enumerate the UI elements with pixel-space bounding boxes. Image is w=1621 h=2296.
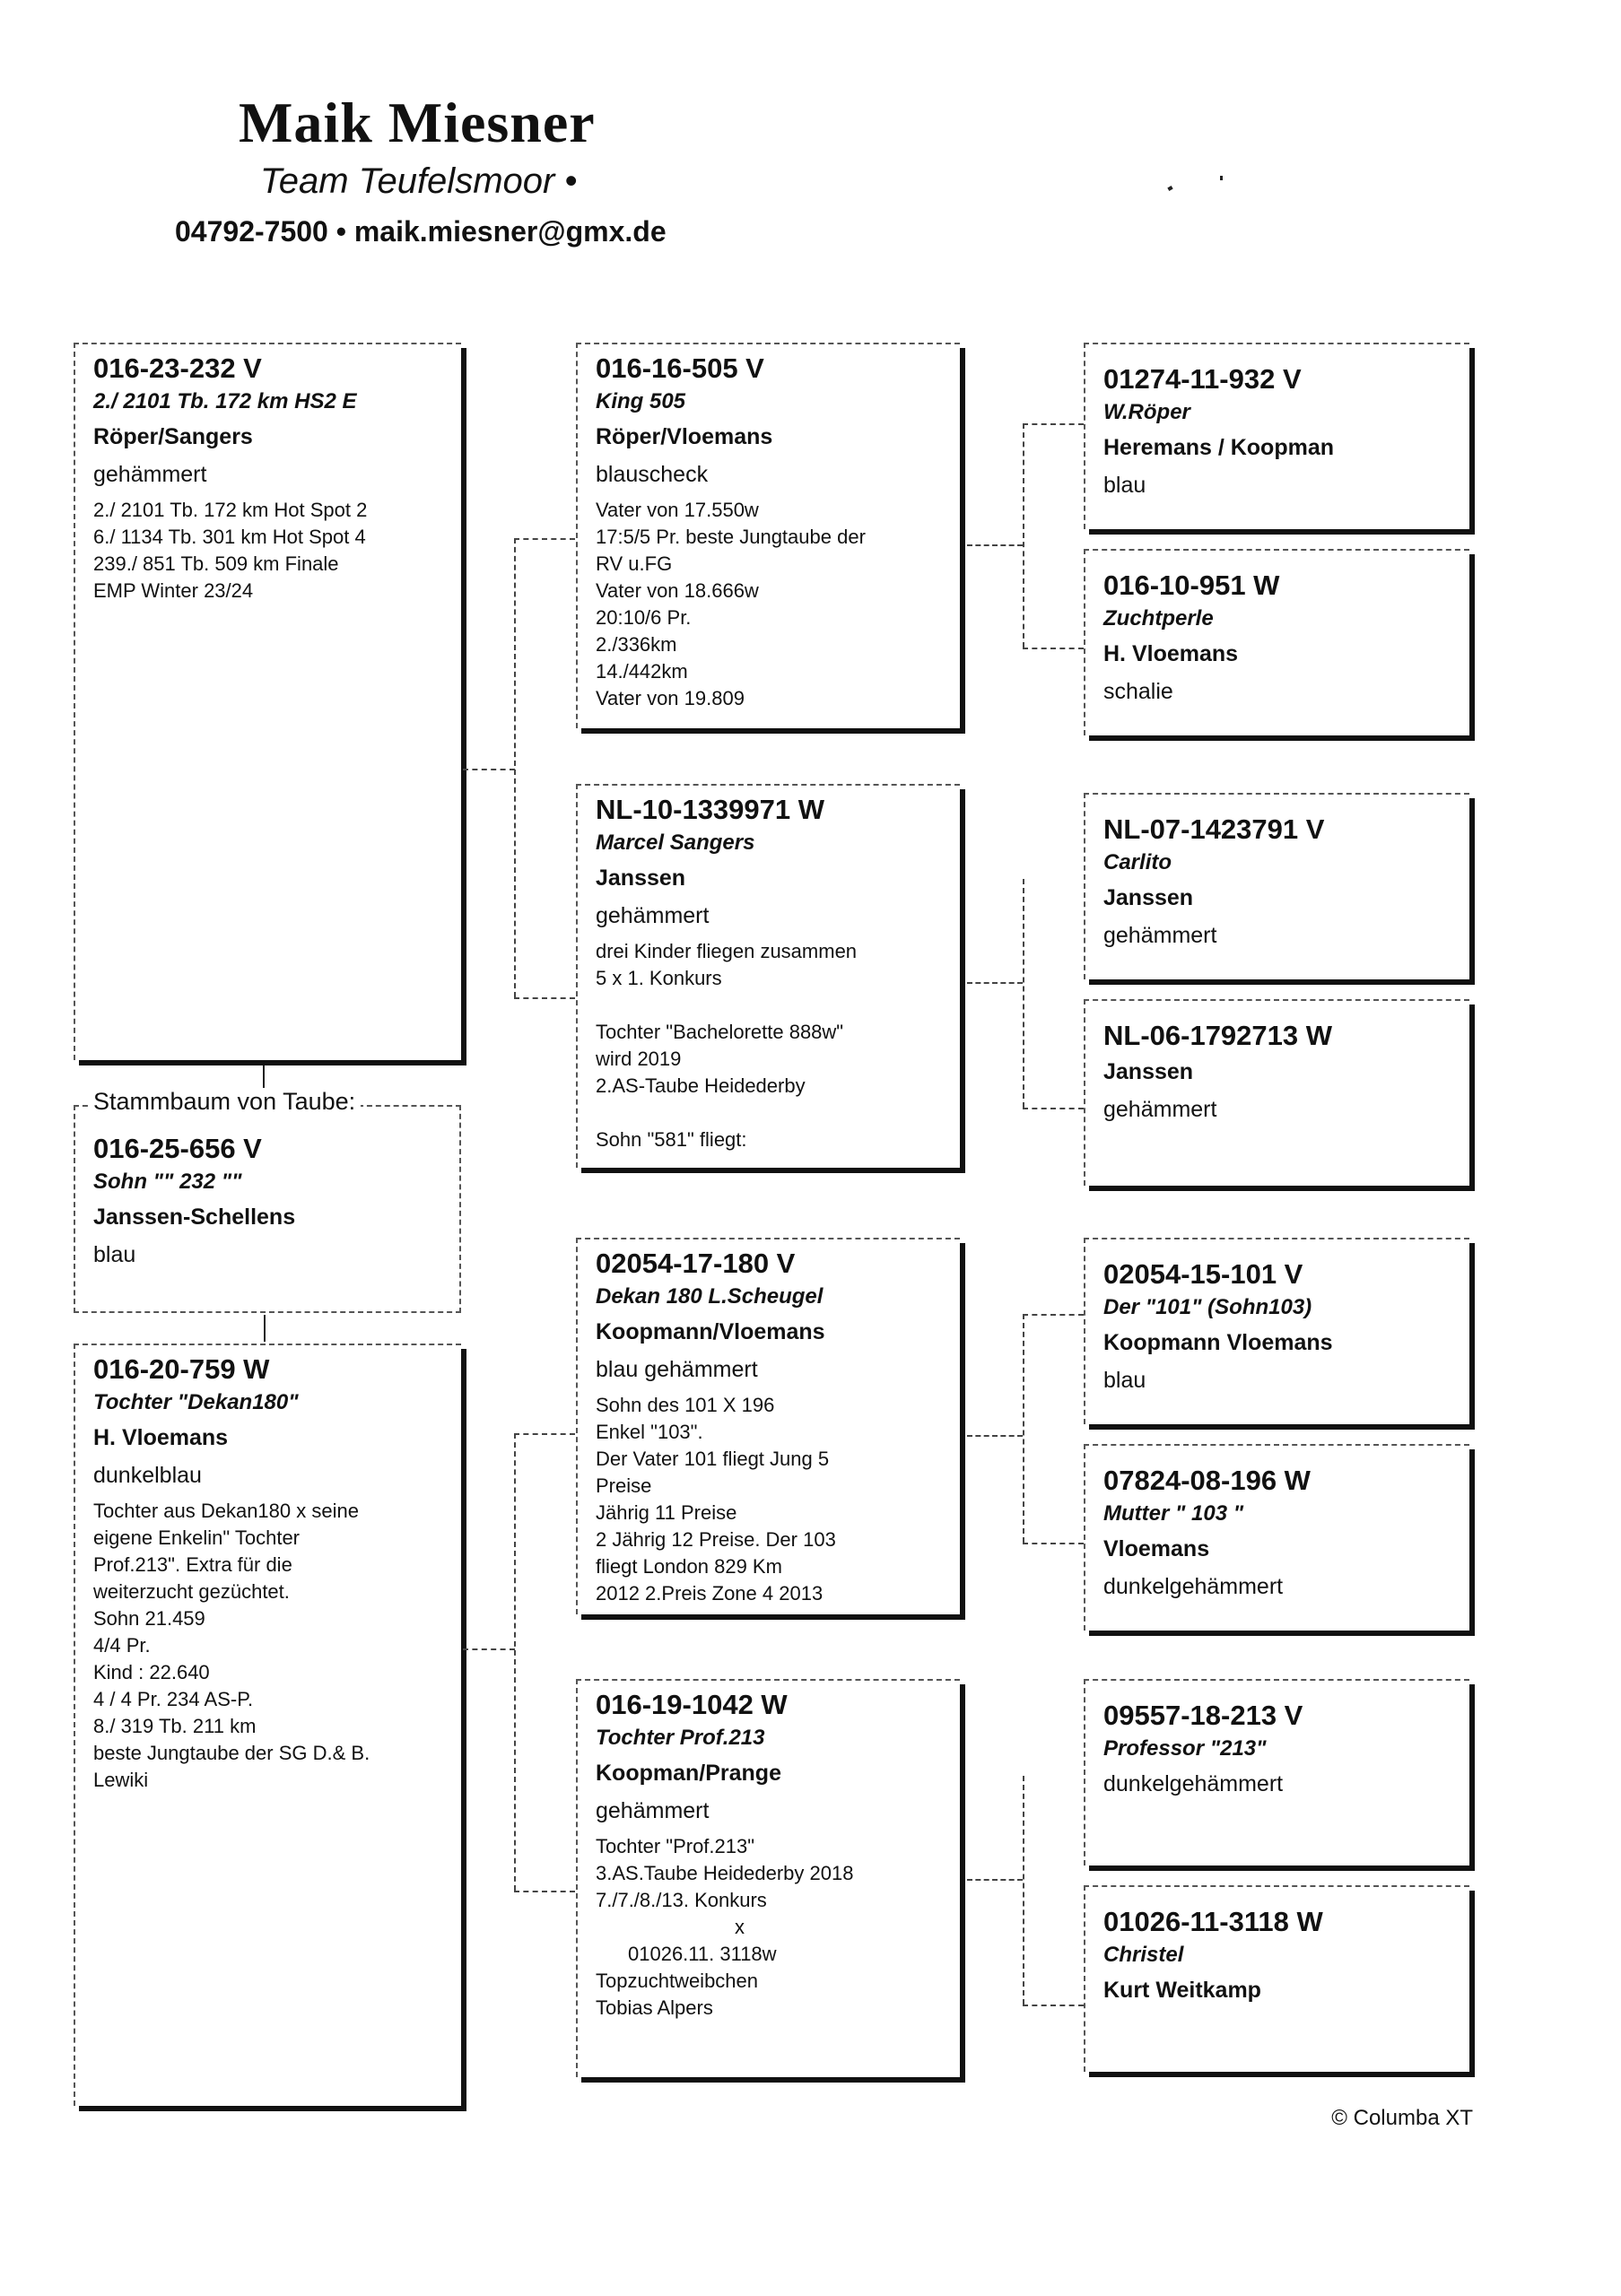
note-line: Vater von 18.666w <box>596 579 759 602</box>
connector-line <box>514 1891 575 1892</box>
note-line: Lewiki <box>93 1769 149 1791</box>
note-line: Tobias Alpers <box>596 1996 713 2019</box>
note-line: Sohn 21.459 <box>93 1607 205 1630</box>
breeder: Röper/Sangers <box>93 424 253 449</box>
breeder: Janssen <box>1103 885 1194 910</box>
scan-speck <box>1167 186 1172 191</box>
nickname: Christel <box>1103 1943 1184 1967</box>
nickname: Zuchtperle <box>1103 606 1214 631</box>
connector-line <box>1023 1314 1024 1543</box>
ring-number: 02054-15-101 V <box>1103 1258 1303 1290</box>
note-line: 2012 2.Preis Zone 4 2013 <box>596 1582 824 1605</box>
connector-line <box>1023 1108 1084 1109</box>
note-line: 2 Jährig 12 Preise. Der 103 <box>596 1528 836 1551</box>
breeder: H. Vloemans <box>93 1425 229 1450</box>
pedigree-card-great-grandparent[interactable] <box>1084 1238 1469 1424</box>
nickname: 2./ 2101 Tb. 172 km HS2 E <box>93 389 357 413</box>
note-line: Tochter "Bachelorette 888w" <box>596 1021 844 1043</box>
note-line: weiterzucht gezüchtet. <box>93 1580 290 1603</box>
breeder: Koopman/Prange <box>596 1761 781 1786</box>
note-line: Preise <box>596 1474 652 1497</box>
note-line: RV u.FG <box>596 552 673 575</box>
breeder: Koopmann/Vloemans <box>596 1319 825 1344</box>
breeder: Janssen <box>596 865 686 891</box>
note-line: 17:5/5 Pr. beste Jungtaube der <box>596 526 866 548</box>
nickname: W.Röper <box>1103 400 1190 424</box>
connector-line <box>1023 879 1024 1108</box>
pedigree-card-great-grandparent[interactable] <box>1084 793 1469 979</box>
plumage-color: dunkelblau <box>93 1463 202 1488</box>
pedigree-label: Stammbaum von Taube: <box>88 1088 361 1116</box>
plumage-color: gehämmert <box>1103 1097 1217 1122</box>
breeder-name: Maik Miesner <box>239 91 596 154</box>
ring-number: 016-25-656 V <box>93 1133 262 1164</box>
connector-line <box>1023 1314 1084 1316</box>
note-line: 7./7./8./13. Konkurs <box>596 1889 767 1911</box>
plumage-color: dunkelgehämmert <box>1103 1574 1284 1599</box>
pedigree-card-mother[interactable] <box>74 1344 461 2106</box>
ring-number: NL-06-1792713 W <box>1103 1020 1333 1051</box>
copyright-footer: © Columba XT <box>1331 2106 1473 2130</box>
note-line <box>596 1100 944 1126</box>
ring-number: 016-19-1042 W <box>596 1689 788 1720</box>
connector-line <box>263 1065 265 1091</box>
ring-number: 02054-17-180 V <box>596 1248 796 1279</box>
nickname: Professor "213" <box>1103 1736 1267 1761</box>
plumage-color: dunkelgehämmert <box>1103 1771 1284 1796</box>
pedigree-card-great-grandparent[interactable] <box>1084 343 1469 529</box>
pedigree-card-great-grandparent[interactable] <box>1084 999 1469 1186</box>
note-line: 20:10/6 Pr. <box>596 606 692 629</box>
note-line: EMP Winter 23/24 <box>93 579 254 602</box>
contact-line: 04792-7500 • maik.miesner@gmx.de <box>175 215 667 248</box>
note-line: 14./442km <box>596 660 688 683</box>
ring-number: NL-07-1423791 V <box>1103 813 1325 845</box>
note-line: wird 2019 <box>596 1048 682 1070</box>
pedigree-card-great-grandparent[interactable] <box>1084 1444 1469 1631</box>
note-line: 3.AS.Taube Heidederby 2018 <box>596 1862 854 1884</box>
plumage-color: blau gehämmert <box>596 1357 758 1382</box>
breeder: Kurt Weitkamp <box>1103 1978 1261 2003</box>
nickname: Tochter Prof.213 <box>596 1726 765 1750</box>
note-line: 2./336km <box>596 633 677 656</box>
note-line: fliegt London 829 Km <box>596 1555 782 1578</box>
team-name: Team Teufelsmoor • <box>260 161 578 201</box>
connector-line <box>1023 423 1024 648</box>
plumage-color: gehämmert <box>596 1798 710 1823</box>
ring-number: 016-23-232 V <box>93 352 262 384</box>
breeder: H. Vloemans <box>1103 641 1239 666</box>
connector-line <box>1023 648 1084 649</box>
connector-line <box>514 1433 575 1435</box>
performance-notes <box>596 938 944 1153</box>
plumage-color: blau <box>93 1242 136 1267</box>
ring-number: 016-10-951 W <box>1103 570 1280 601</box>
scan-speck <box>1220 176 1223 180</box>
note-line: Prof.213". Extra für die <box>93 1553 292 1576</box>
note-line: 2.AS-Taube Heidederby <box>596 1074 806 1097</box>
nickname: Mutter " 103 " <box>1103 1501 1244 1526</box>
nickname: Marcel Sangers <box>596 831 755 855</box>
nickname: King 505 <box>596 389 686 413</box>
note-line: Jährig 11 Preise <box>596 1501 737 1524</box>
note-line: 4 / 4 Pr. 234 AS-P. <box>93 1688 254 1710</box>
note-line: Kind : 22.640 <box>93 1661 210 1683</box>
pedigree-card-great-grandparent[interactable] <box>1084 1885 1469 2072</box>
plumage-color: gehämmert <box>1103 923 1217 948</box>
connector-line <box>514 1433 516 1891</box>
nickname: Sohn "" 232 "" <box>93 1170 242 1194</box>
ring-number: 016-16-505 V <box>596 352 764 384</box>
note-line: 4/4 Pr. <box>93 1634 151 1657</box>
plumage-color: blau <box>1103 473 1146 498</box>
breeder: Röper/Vloemans <box>596 424 773 449</box>
connector-line <box>967 982 1023 984</box>
plumage-color: gehämmert <box>596 903 710 928</box>
connector-line <box>967 1879 1023 1881</box>
ring-number: 01274-11-932 V <box>1103 363 1302 395</box>
note-line: Topzuchtweibchen <box>596 1970 759 1992</box>
ring-number: 07824-08-196 W <box>1103 1465 1311 1496</box>
connector-line <box>1023 1543 1084 1544</box>
pedigree-card-great-grandparent[interactable] <box>1084 549 1469 735</box>
ring-number: 09557-18-213 V <box>1103 1700 1303 1731</box>
connector-line <box>1023 423 1084 425</box>
note-line: Sohn "581" fliegt: <box>596 1128 747 1151</box>
breeder: Vloemans <box>1103 1536 1210 1561</box>
note-line: Tochter "Prof.213" <box>596 1835 755 1857</box>
note-line: 8./ 319 Tb. 211 km <box>93 1715 257 1737</box>
connector-line <box>514 538 575 540</box>
note-line: Sohn des 101 X 196 <box>596 1394 775 1416</box>
pedigree-card-grandparent[interactable] <box>576 1679 960 2077</box>
pedigree-card-subject[interactable] <box>74 1105 461 1313</box>
plumage-color: gehämmert <box>93 462 207 487</box>
connector-line <box>1023 1776 1024 2005</box>
breeder: Janssen-Schellens <box>93 1205 296 1230</box>
performance-notes <box>596 1833 944 2022</box>
nickname: Tochter "Dekan180" <box>93 1390 299 1414</box>
note-line: 2./ 2101 Tb. 172 km Hot Spot 2 <box>93 499 368 521</box>
note-line: Tochter aus Dekan180 x seine <box>93 1500 359 1522</box>
performance-notes <box>596 497 944 712</box>
note-line: 6./ 1134 Tb. 301 km Hot Spot 4 <box>93 526 366 548</box>
ring-number: 016-20-759 W <box>93 1353 270 1385</box>
performance-notes <box>93 497 445 604</box>
connector-line <box>514 997 575 999</box>
note-line: Enkel "103". <box>596 1421 703 1443</box>
nickname: Der "101" (Sohn103) <box>1103 1295 1312 1319</box>
connector-line <box>1023 2005 1084 2006</box>
breeder: Janssen <box>1103 1059 1194 1084</box>
note-line: 01026.11. 3118w <box>628 1943 777 1965</box>
pedigree-card-grandparent[interactable] <box>576 784 960 1168</box>
note-line: beste Jungtaube der SG D.& B. <box>93 1742 370 1764</box>
note-line <box>596 992 944 1019</box>
pedigree-card-grandparent[interactable] <box>576 343 960 728</box>
pedigree-card-great-grandparent[interactable] <box>1084 1679 1469 1866</box>
nickname: Dekan 180 L.Scheugel <box>596 1284 824 1309</box>
plumage-color: blauscheck <box>596 462 709 487</box>
note-line: Der Vater 101 fliegt Jung 5 <box>596 1448 830 1470</box>
nickname: Carlito <box>1103 850 1172 874</box>
note-line: 239./ 851 Tb. 509 km Finale <box>93 552 339 575</box>
connector-line <box>264 1315 266 1342</box>
note-line: 5 x 1. Konkurs <box>596 967 722 989</box>
breeder: Heremans / Koopman <box>1103 435 1335 460</box>
connector-line <box>967 544 1023 546</box>
note-line: x <box>735 1916 745 1938</box>
connector-line <box>514 538 516 997</box>
ring-number: NL-10-1339971 W <box>596 794 825 825</box>
connector-line <box>463 1648 515 1650</box>
note-line: Vater von 19.809 <box>596 687 745 709</box>
plumage-color: schalie <box>1103 679 1173 704</box>
breeder: Koopmann Vloemans <box>1103 1330 1333 1355</box>
note-line: Vater von 17.550w <box>596 499 759 521</box>
connector-line <box>463 769 515 770</box>
pedigree-card-father[interactable] <box>74 343 461 1060</box>
ring-number: 01026-11-3118 W <box>1103 1906 1323 1937</box>
note-line: eigene Enkelin" Tochter <box>93 1526 301 1549</box>
performance-notes <box>93 1498 445 1794</box>
plumage-color: blau <box>1103 1368 1146 1393</box>
connector-line <box>967 1435 1023 1437</box>
performance-notes <box>596 1392 944 1607</box>
note-line: drei Kinder fliegen zusammen <box>596 940 858 962</box>
pedigree-card-grandparent[interactable] <box>576 1238 960 1614</box>
